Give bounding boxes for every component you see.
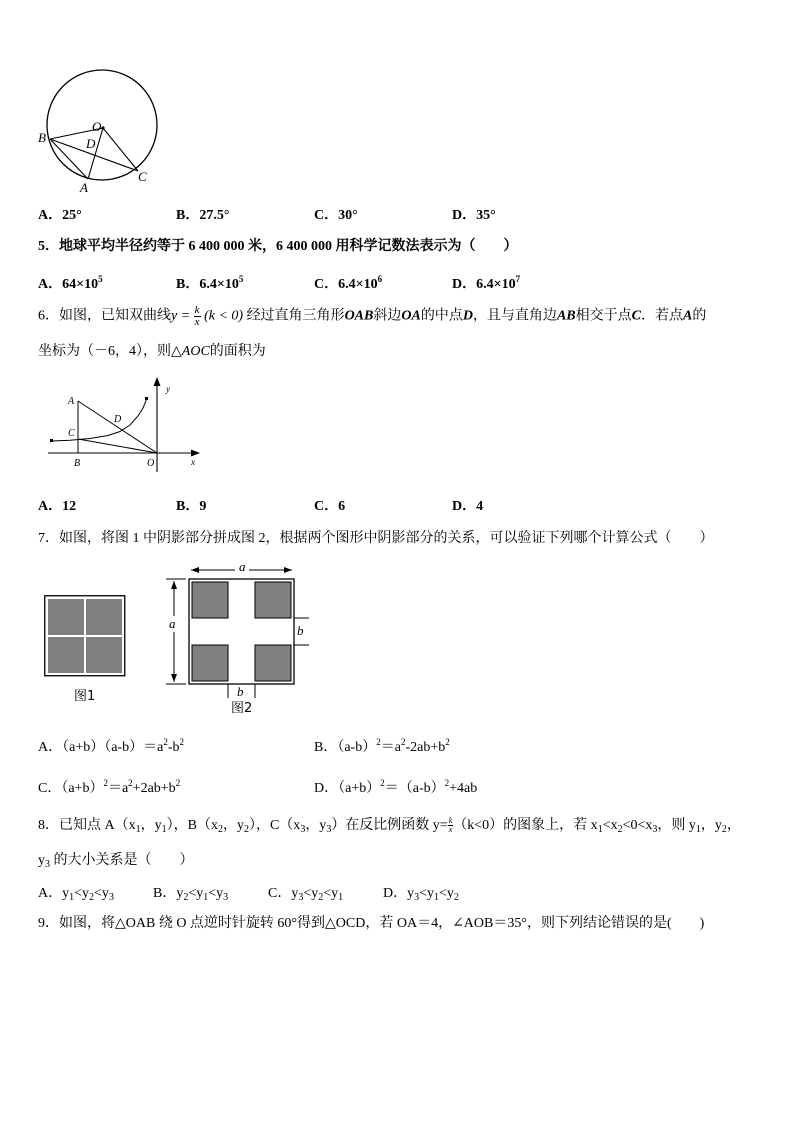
q4-option-d: D．35° (452, 208, 496, 223)
q6-label-x: x (191, 457, 195, 467)
q7-fig2-shaded-square (192, 582, 228, 618)
q6-label-a: A (68, 396, 75, 407)
q7-fig2-shaded-square (255, 582, 291, 618)
q7-fig2-shaded-square (255, 645, 291, 681)
q7-fig1-shaded-square (86, 599, 122, 635)
q5-option-b: B．$6.4\times 10^5$ (176, 274, 244, 292)
q6-label-y: y (166, 384, 170, 394)
q7-label-b-bottom: b (237, 684, 244, 699)
q7-label-b-right: b (297, 623, 304, 638)
q6-hyperbola-curve (52, 398, 147, 441)
q7-fig2-shaded-square (192, 645, 228, 681)
q4-label-d: D (86, 136, 96, 151)
q6-option-c: C．6 (314, 499, 346, 514)
q4-label-c: C (138, 169, 147, 184)
q7-label-a-top: a (239, 559, 246, 574)
q4-segment-ba (50, 139, 88, 179)
q4-option-c: C．30° (314, 208, 358, 223)
q8-stem-line1: 8．已知点 $A(x_1$，$y_1$），$B(x_2$，$y_2$），$C(x_3$，$y_3$）在反比例函数 y= $\frac{k}{x}$ （k<0）的图象上，若 $x_1<x_2<0<x_3$，则 $y_1$，$y_2$， (38, 816, 741, 835)
q8-option-c: C．$y_3<y_2<y_1$ (268, 886, 344, 903)
q7-figure-1-caption: 图1 (74, 689, 96, 704)
q6-option-d: D．4 (452, 499, 484, 514)
q7-figure-2 (158, 558, 313, 703)
q4-option-b: B．27.5° (176, 208, 230, 223)
q7-fig1-shaded-square (86, 637, 122, 673)
q8-option-a: A．$y_1<y_2<y_3$ (38, 886, 114, 903)
q6-stem-line2: 坐标为（－6，4），则△AOC的面积为 (38, 344, 266, 359)
q4-circle-figure (30, 68, 170, 198)
q6-hyperbola-figure (40, 372, 210, 472)
q6-label-c: C (68, 428, 75, 439)
q9-stem: 9．如图，将△OAB 绕 O 点逆时针旋转 60°得到△OCD，若 OA＝4，∠AOB＝35°，则下列结论错误的是( ) (38, 916, 705, 931)
q7-option-d: D．$(a+b)^2=(a-b)^2+4ab$ (314, 778, 478, 796)
q8-option-b: B．$y_2<y_1<y_3$ (153, 886, 229, 903)
q5-stem: 5．地球平均半径约等于 6 400 000 米，6 400 000 用科学记数法表示为（ ） (38, 239, 518, 254)
q8-fraction-k-over-x: $\frac{k}{x}$ (448, 816, 453, 835)
q7-figure-1 (44, 595, 126, 677)
q4-label-o: O (92, 119, 102, 134)
q6-label-b: B (74, 458, 81, 469)
q6-label-o: O (147, 458, 155, 469)
q4-label-a: A (80, 180, 88, 195)
q4-option-a: A．25° (38, 208, 82, 223)
q6-label-d: D (114, 414, 122, 425)
q7-figure-2-caption: 图2 (231, 701, 253, 716)
q6-stem-line1: 6．如图，已知双曲线y = $\frac{k}{x}$ (k < 0) 经过直角三角形OAB斜边OA的中点D，且与直角边AB相交于点C．若点A的 (38, 304, 707, 328)
q7-stem: 7．如图，将图 1 中阴影部分拼成图 2，根据两个图形中阴影部分的关系，可以验证下列哪个计算公式（ ） (38, 531, 714, 546)
q5-option-a: A．$64\times 10^5$ (38, 274, 103, 292)
q7-fig1-shaded-square (48, 599, 84, 635)
q7-fig1-shaded-square (48, 637, 84, 673)
q6-option-b: B．9 (176, 499, 207, 514)
q6-option-a: A．12 (38, 499, 77, 514)
q6-segment-ao (78, 401, 157, 453)
q7-label-a-left: a (169, 616, 176, 631)
q5-option-c: C．$6.4\times 10^6$ (314, 274, 383, 292)
q5-option-d: D．$6.4\times 10^7$ (452, 274, 521, 292)
q7-option-a: A．$(a+b)(a-b)=a^2-b^2$ (38, 737, 184, 755)
q6-segment-co (78, 439, 157, 453)
q4-circle (47, 70, 157, 180)
q8-stem-line2: $y_3$ 的大小关系是（ ） (38, 853, 194, 870)
q4-label-b: B (38, 130, 46, 145)
q7-option-c: C．$(a+b)^2=a^2+2ab+b^2$ (38, 778, 181, 796)
q8-option-d: D．$y_3<y_1<y_2$ (383, 886, 459, 903)
q6-fraction-k-over-x: $\frac{k}{x}$ (194, 304, 200, 328)
q7-option-b: B．$(a-b)^2=a^2-2ab+b^2$ (314, 737, 450, 755)
